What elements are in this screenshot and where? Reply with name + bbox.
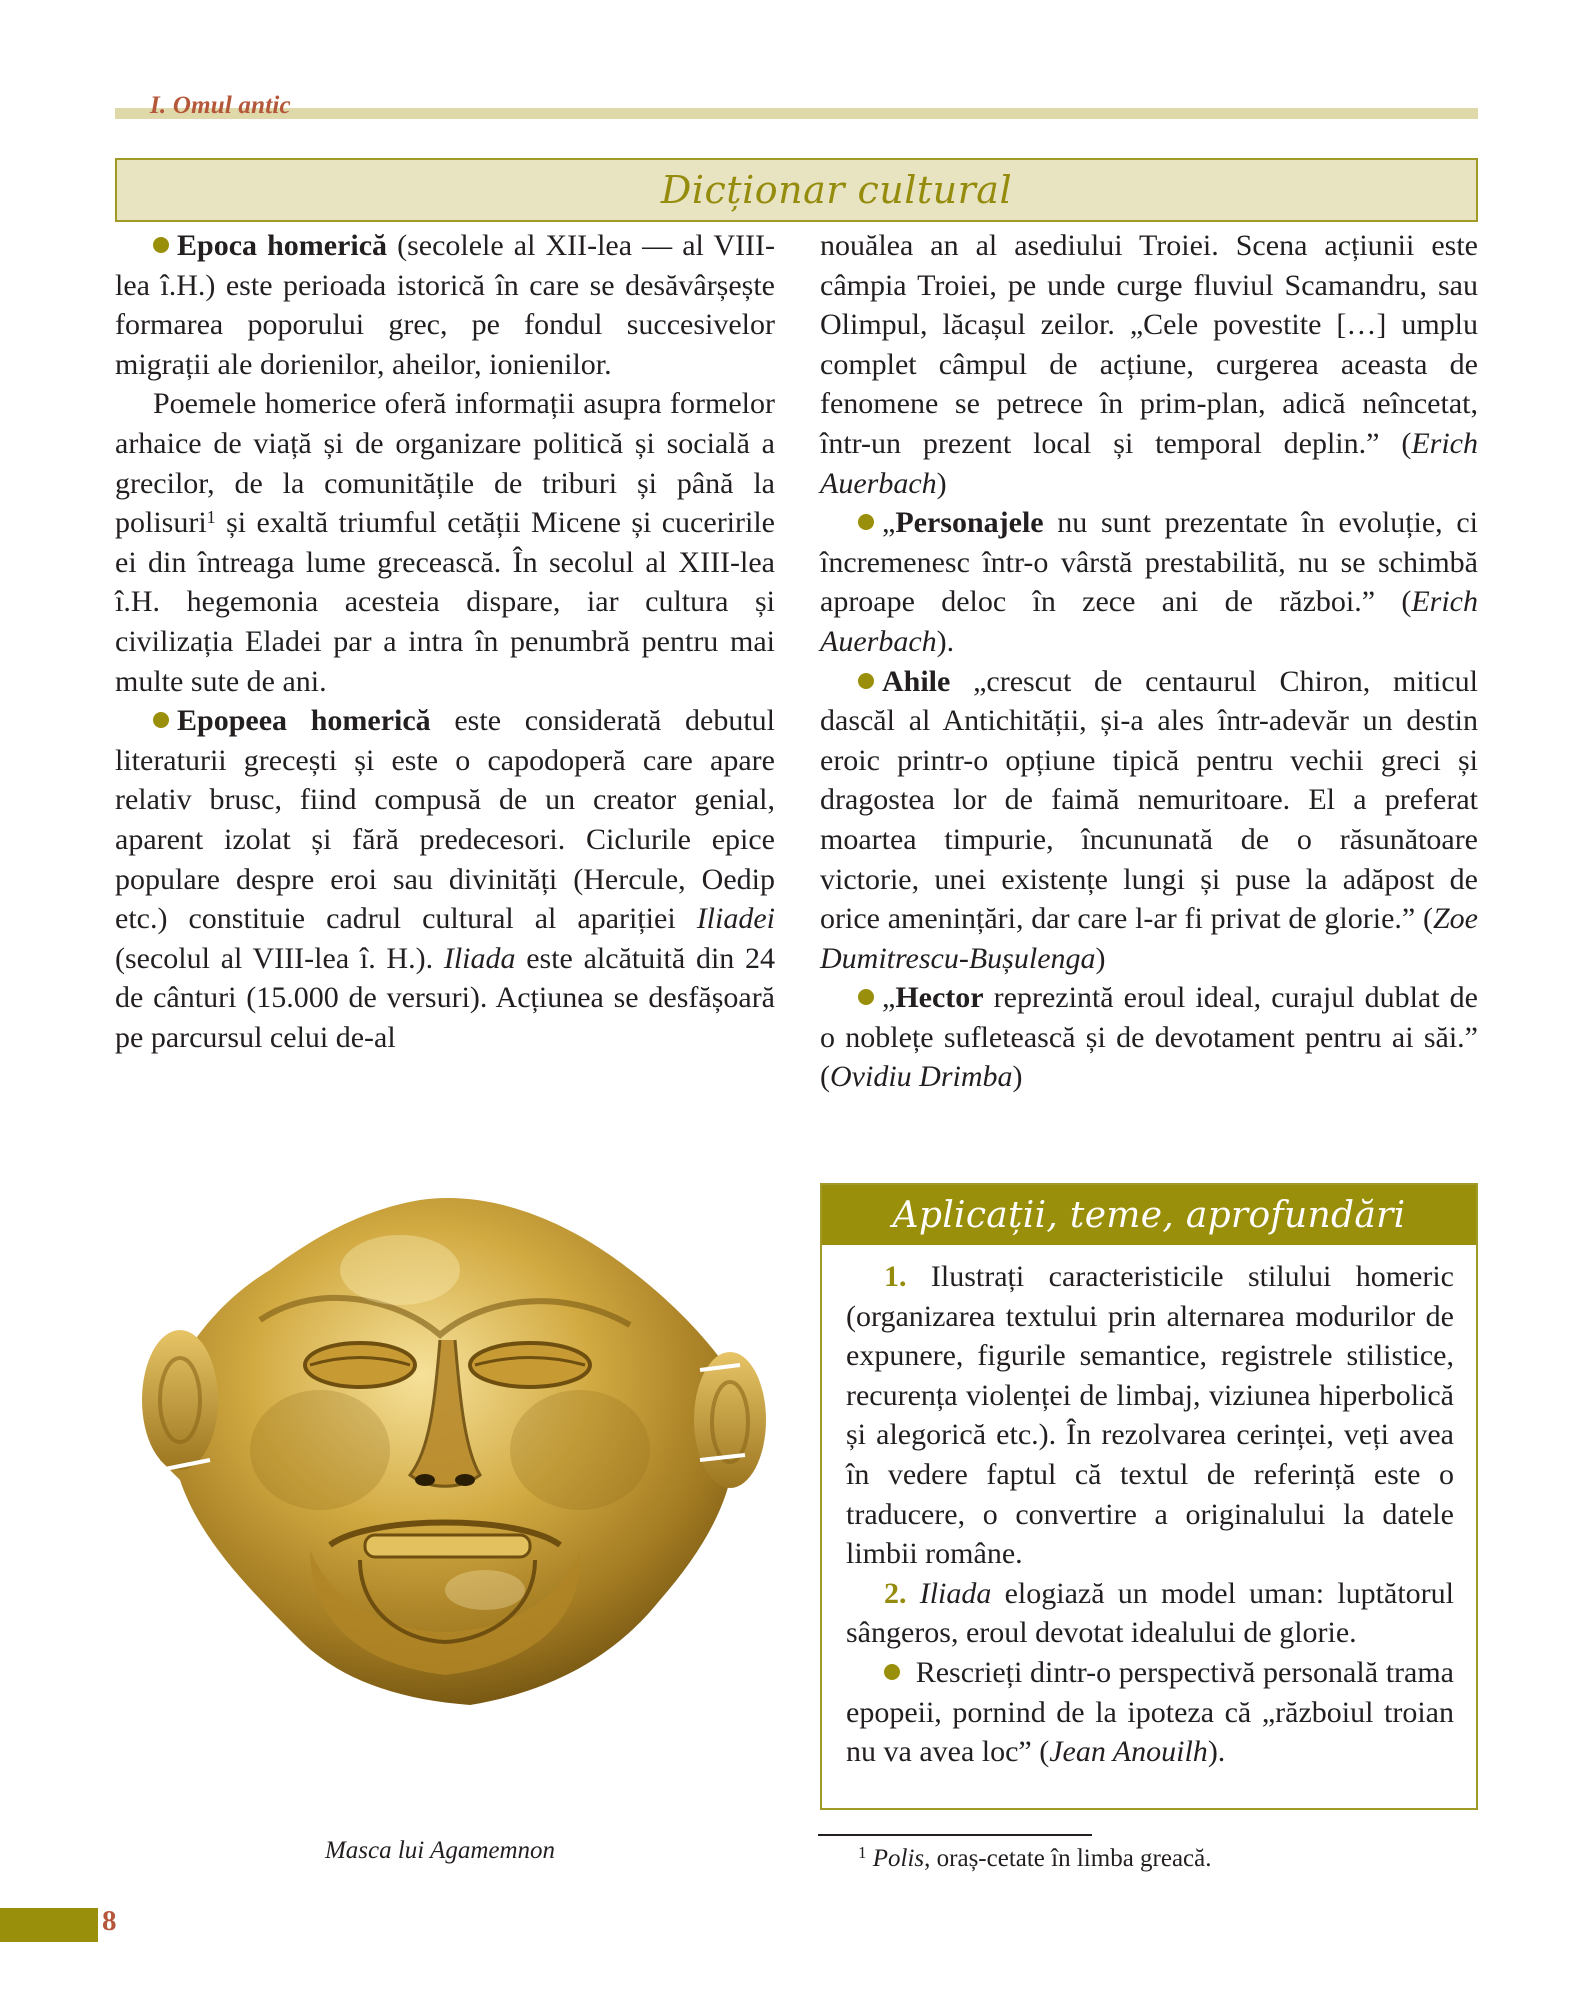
footnote-text: , oraș-cetate în limba greacă.	[924, 1845, 1212, 1872]
footnote-term: Polis	[872, 1845, 925, 1872]
item-number: 1.	[884, 1260, 907, 1293]
entry-hector	[820, 978, 1478, 1097]
paragraph-text: Poemele homerice oferă informații asupra formelor arhaice de viață și de organizare politică și socială a grecilor, de la comunitățile de triburi și până la polisuri	[115, 387, 775, 540]
quote-author: Jean Anouilh	[1049, 1735, 1208, 1769]
punctuation: )	[1095, 941, 1106, 975]
bullet-icon	[153, 712, 169, 728]
entry-epopeea-homerica	[115, 701, 775, 1057]
entry-text: reprezintă eroul ideal, curajul dublat de o noblețe sufletească și de devotament pentru ai săi.” (	[820, 981, 1478, 1094]
item-number: 2.	[884, 1576, 907, 1610]
bullet-icon	[884, 1664, 900, 1680]
entry-text: (secolul al VIII-lea î. H.).	[115, 941, 444, 975]
footnote-divider	[818, 1834, 1092, 1836]
quote-author: Ovidiu Drimba	[830, 1060, 1013, 1094]
item-text: Rescrieți dintr-o perspectivă personală trama epopeii, pornind de la ipoteza că „războiul troian nu va avea loc” (	[846, 1655, 1454, 1769]
paragraph-text: și exaltă triumful cetății Micene și cuceririle ei din întreaga lume grecească. În secolul al XIII-lea î.H. hegemonia acesteia dispare, iar cultura și civilizația Eladei par a intra în penumbră pentru mai multe sute de ani.	[115, 506, 775, 698]
punctuation: „	[882, 506, 896, 540]
paragraph-poemele	[115, 384, 775, 701]
punctuation: ).	[936, 624, 955, 658]
punctuation: )	[1012, 1060, 1023, 1094]
entry-term: Epopeea homerică	[177, 704, 431, 738]
page-number: 8	[102, 1905, 117, 1937]
entry-term: Epoca homerică	[177, 229, 388, 262]
section-header-box	[115, 158, 1478, 222]
punctuation: „	[882, 981, 896, 1015]
section-title: Dicționar cultural	[660, 168, 1013, 212]
left-column	[115, 226, 775, 1057]
punctuation: ).	[1207, 1735, 1226, 1769]
entry-text: nu sunt prezentate în evoluție, ci încremenesc într-o vârstă prestabilită, nu se schimbă aproape deloc în zece ani de război.” (	[820, 506, 1478, 619]
entry-ahile	[820, 662, 1478, 979]
entry-text: „crescut de centaurul Chiron, miticul dascăl al Antichității, și-a ales într-adevăr un destin eroic printr-o opțiune tipică pentru vechii greci și dragostea lor de faimă nemuritoare. El a preferat moartea timpurie, încununată de o răsunătoare victorie, unei existențe lungi și puse la adăpost de orice amenințări, dar care l-ar fi privat de glorie.” (	[820, 664, 1478, 936]
item-text: elogiază un model uman: luptătorul sângeros, eroul devotat idealului de glorie.	[846, 1576, 1454, 1650]
entry-term: Hector	[895, 981, 984, 1015]
entry-personajele	[820, 503, 1478, 661]
footnote-reference[interactable]: 1	[206, 507, 216, 528]
running-header-title: I. Omul antic	[150, 92, 291, 119]
quote-author: Erich Auerbach	[820, 426, 1478, 500]
right-column	[820, 226, 1478, 1097]
entry-text: este considerată debutul literaturii grecești și este o capodoperă care apare relativ brusc, fiind compusă de un creator genial, aparent izolat și fără predecesori. Ciclurile epice populare despre eroi sau divinități (Hercule, Oedip etc.) constituie cadrul cultural al apariției	[115, 704, 775, 936]
quote-author: Zoe Dumitrescu-Bușulenga	[820, 902, 1478, 975]
bullet-icon	[858, 989, 874, 1005]
page-number-bar	[0, 1908, 98, 1942]
application-item-bullet	[846, 1653, 1454, 1772]
application-item-2	[846, 1574, 1454, 1653]
running-header-bar	[115, 108, 1478, 119]
applications-body	[846, 1257, 1454, 1772]
paragraph-text: nouălea an al asediului Troiei. Scena acțiunii este câmpia Troiei, pe unde curge fluviul Scamandru, sau Olimpul, lăcașul zeilor. „Cele povestite […] umplu complet câmpul de acțiune, curgerea aceasta de fenomene se petrece în prim-plan, adică neîncetat, într-un prezent local și temporal deplin.” (	[820, 229, 1478, 460]
work-title: Iliadei	[696, 902, 775, 936]
punctuation: )	[936, 466, 947, 500]
entry-text: este alcătuită din 24 de cânturi (15.000 de versuri). Acțiunea se desfășoară pe parcursul celui de-al	[115, 941, 776, 1054]
entry-term: Ahile	[882, 664, 951, 698]
footnote	[858, 1845, 1212, 1873]
mask-illustration	[140, 1160, 780, 1760]
bullet-icon	[153, 237, 169, 253]
entry-term: Personajele	[895, 506, 1044, 540]
agamemnon-mask-image	[140, 1160, 780, 1760]
applications-header	[822, 1185, 1476, 1245]
application-item-1	[846, 1257, 1454, 1574]
entry-text: (secolele al XII-lea — al VIII-lea î.H.) este perioada istorică în care se desăvârșește formarea poporului grec, pe fondul succesivelor migrații ale dorienilor, aheilor, ionienilor.	[115, 229, 775, 381]
item-text: Ilustrați caracteristicile stilului homeric (organizarea textului prin alternarea modurilor de expunere, figurile semantice, registrele stilistice, recurența violenței de limbaj, viziunea hiperbolică și alegorică etc.). În rezolvarea cerinței, veți avea în vedere faptul că textul de referință este o traducere, o convertire a originalului la datele limbii române.	[846, 1260, 1454, 1571]
bullet-icon	[858, 514, 874, 530]
quote-author: Erich Auerbach	[820, 585, 1478, 658]
work-title: Iliada	[919, 1576, 992, 1610]
bullet-icon	[858, 673, 874, 689]
work-title: Iliada	[443, 941, 516, 975]
footnote-marker: 1	[858, 1843, 867, 1862]
applications-title: Aplicații, teme, aprofundări	[892, 1194, 1406, 1236]
figure-caption: Masca lui Agamemnon	[324, 1837, 556, 1864]
continuation-paragraph	[820, 226, 1478, 503]
entry-epoca-homerica	[115, 226, 775, 384]
applications-box	[820, 1183, 1478, 1810]
